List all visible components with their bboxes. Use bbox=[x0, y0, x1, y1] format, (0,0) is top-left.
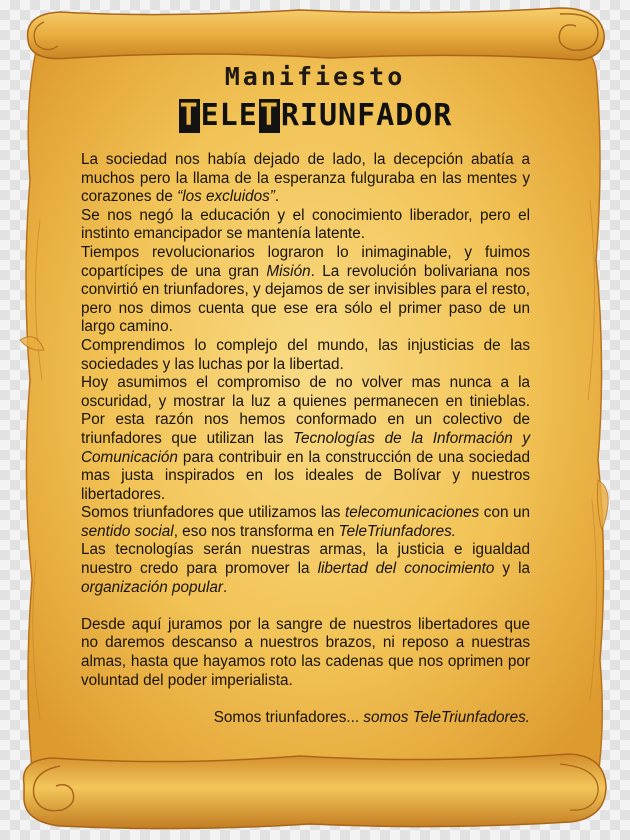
paragraph: Tiempos revolucionarios lograron lo inimaginable, y fuimos copartícipes de una gran Misión. La revolución bolivariana nos convirtió en triunfadores, y dejamos de ser invisibles para el resto, pero nos dimos cuenta que ese era sólo el primer paso de un largo camino. bbox=[81, 243, 530, 336]
title-block bbox=[0, 62, 630, 134]
title-manifiesto: Manifiesto bbox=[224, 62, 406, 91]
paragraph: Desde aquí juramos por la sangre de nuestros libertadores que no daremos descanso a nuestros brazos, ni reposo a nuestras almas, hasta que hayamos roto las cadenas que nos oprimen por voluntad del poder imperialista. bbox=[81, 615, 530, 689]
paragraph: La sociedad nos había dejado de lado, la decepción abatía a muchos pero la llama de la esperanza fulguraba en las mentes y corazones de “los excluidos”. bbox=[81, 151, 530, 206]
title-part-ele: ELE bbox=[200, 98, 258, 133]
top-roll bbox=[28, 8, 605, 60]
title-letter-t-boxed: T bbox=[179, 98, 199, 133]
title-teletriunfador bbox=[178, 98, 453, 134]
paragraph: Comprendimos lo complejo del mundo, las injusticias de las sociedades y las luchas por la libertad. bbox=[81, 336, 530, 373]
paragraph: Se nos negó la educación y el conocimiento liberador, pero el instinto emancipador se mantenía latente. bbox=[81, 206, 530, 243]
manifesto-body bbox=[81, 151, 530, 727]
closing-line: Somos triunfadores... somos TeleTriunfadores. bbox=[213, 708, 530, 726]
title-letter-t-boxed: T bbox=[259, 98, 279, 133]
paragraph: Somos triunfadores que utilizamos las telecomunicaciones con un sentido social, eso nos transforma en TeleTriunfadores. bbox=[81, 504, 530, 540]
paragraph: Hoy asumimos el compromiso de no volver mas nunca a la oscuridad, y mostrar la luz a quienes permanecen en tinieblas. Por esta razón nos hemos conformado en un colectivo de triunfadores que utilizan las Tecnologías de la Información y Comunicación para contribuir en la construcción de una sociedad mas justa inspirados en los ideales de Bolívar y nuestros libertadores. bbox=[81, 374, 530, 503]
title-part-riunfador: RIUNFADOR bbox=[280, 98, 453, 133]
paragraph: Las tecnologías serán nuestras armas, la justicia e igualdad nuestro credo para promover la libertad del conocimiento y la organización popular. bbox=[81, 541, 530, 596]
bottom-roll bbox=[24, 754, 606, 829]
